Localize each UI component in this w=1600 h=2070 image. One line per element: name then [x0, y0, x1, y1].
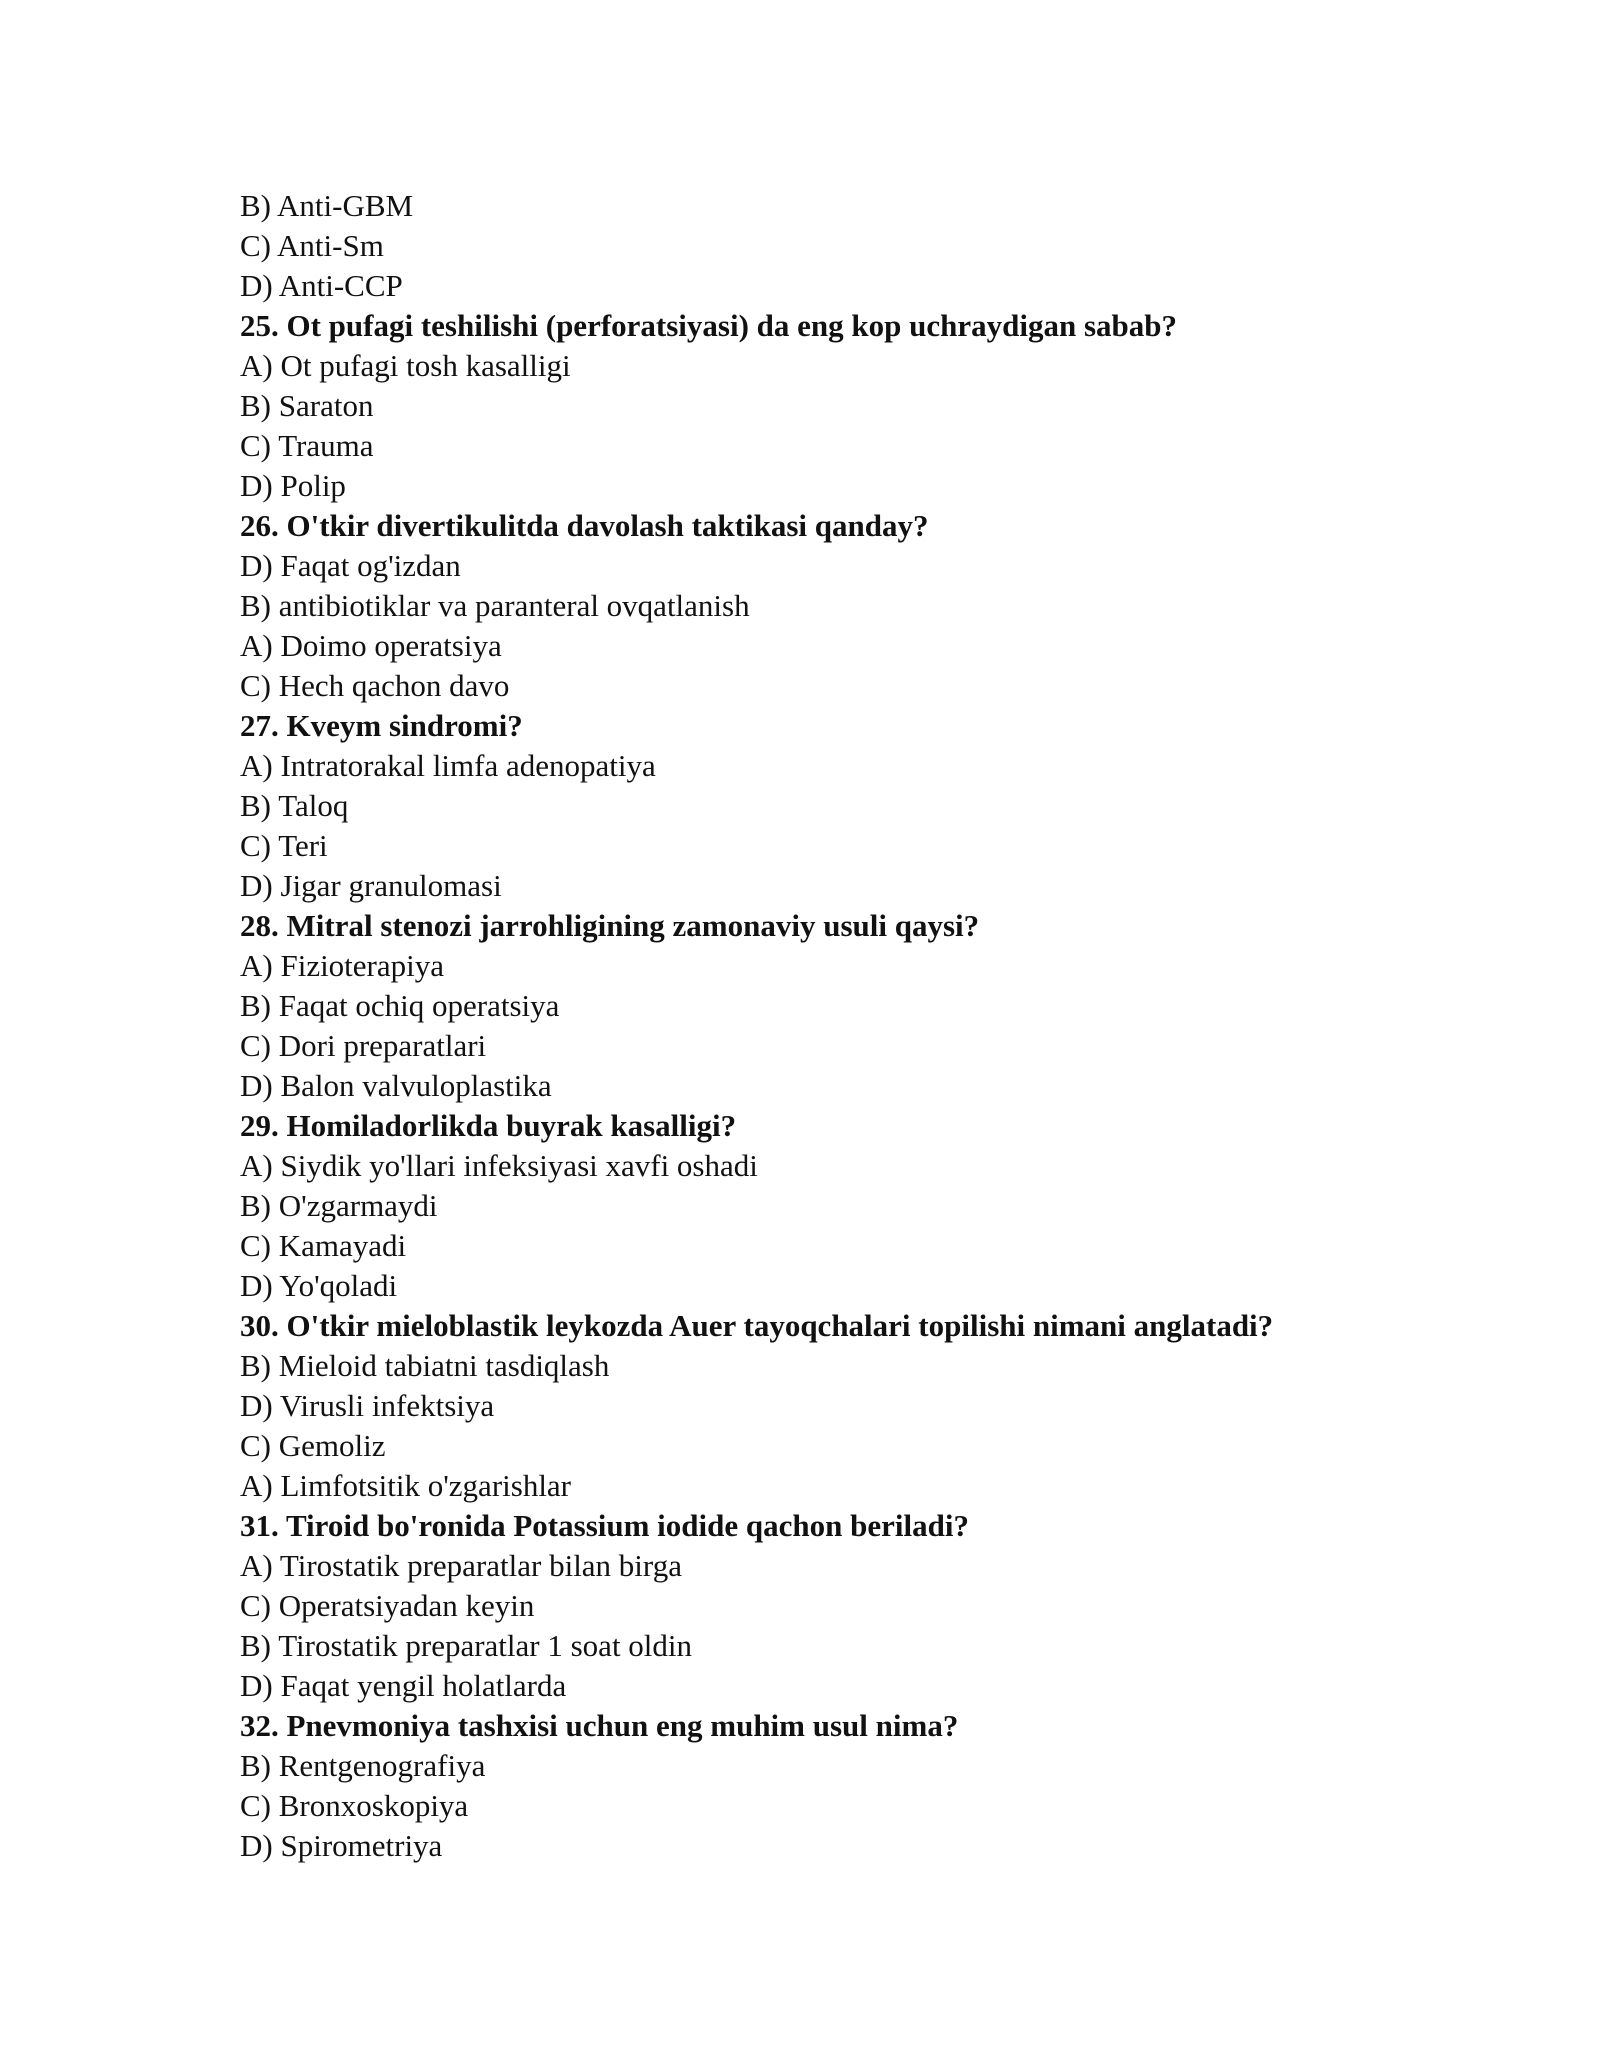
option: D) Yo'qoladi: [240, 1268, 398, 1303]
option: D) Anti-CCP: [240, 268, 403, 303]
option: C) Operatsiyadan keyin: [240, 1588, 535, 1623]
option: B) Tirostatik preparatlar 1 soat oldin: [240, 1628, 693, 1663]
option: A) Fizioterapiya: [240, 948, 445, 983]
option: B) O'zgarmaydi: [240, 1188, 438, 1223]
option: D) Faqat og'izdan: [240, 548, 461, 583]
option: B) Mieloid tabiatni tasdiqlash: [240, 1348, 610, 1383]
option: A) Limfotsitik o'zgarishlar: [240, 1468, 572, 1503]
question-32: 32. Pnevmoniya tashxisi uchun eng muhim usul nima?: [240, 1708, 959, 1743]
option: C) Hech qachon davo: [240, 668, 510, 703]
option: A) Siydik yo'llari infeksiyasi xavfi oshadi: [240, 1148, 758, 1183]
option: B) Anti-GBM: [240, 188, 414, 223]
option: C) Gemoliz: [240, 1428, 386, 1463]
option: C) Trauma: [240, 428, 374, 463]
question-27: 27. Kveym sindromi?: [240, 708, 523, 743]
option: C) Kamayadi: [240, 1228, 407, 1263]
option: D) Balon valvuloplastika: [240, 1068, 552, 1103]
option: C) Bronxoskopiya: [240, 1788, 469, 1823]
option: B) Saraton: [240, 388, 374, 423]
question-29: 29. Homiladorlikda buyrak kasalligi?: [240, 1108, 737, 1143]
question-25: 25. Ot pufagi teshilishi (perforatsiyasi) da eng kop uchraydigan sabab?: [240, 308, 1178, 343]
option: B) antibiotiklar va paranteral ovqatlanish: [240, 588, 750, 623]
option: D) Jigar granulomasi: [240, 868, 502, 903]
option: D) Spirometriya: [240, 1828, 443, 1863]
question-31: 31. Tiroid bo'ronida Potassium iodide qachon beriladi?: [240, 1508, 969, 1543]
question-30: 30. O'tkir mieloblastik leykozda Auer tayoqchalari topilishi nimani anglatadi?: [240, 1308, 1274, 1343]
option: B) Rentgenografiya: [240, 1748, 486, 1783]
question-26: 26. O'tkir divertikulitda davolash taktikasi qanday?: [240, 508, 929, 543]
option: A) Doimo operatsiya: [240, 628, 502, 663]
option: D) Faqat yengil holatlarda: [240, 1668, 567, 1703]
option: C) Teri: [240, 828, 328, 863]
option: A) Intratorakal limfa adenopatiya: [240, 748, 656, 783]
question-28: 28. Mitral stenozi jarrohligining zamonaviy usuli qaysi?: [240, 908, 980, 943]
option: A) Tirostatik preparatlar bilan birga: [240, 1548, 682, 1583]
quiz-content: [240, 186, 1400, 1866]
option: A) Ot pufagi tosh kasalligi: [240, 348, 571, 383]
option: D) Polip: [240, 468, 346, 503]
option: C) Anti-Sm: [240, 228, 384, 263]
option: D) Virusli infektsiya: [240, 1388, 495, 1423]
option: C) Dori preparatlari: [240, 1028, 487, 1063]
option: B) Taloq: [240, 788, 349, 823]
option: B) Faqat ochiq operatsiya: [240, 988, 560, 1023]
